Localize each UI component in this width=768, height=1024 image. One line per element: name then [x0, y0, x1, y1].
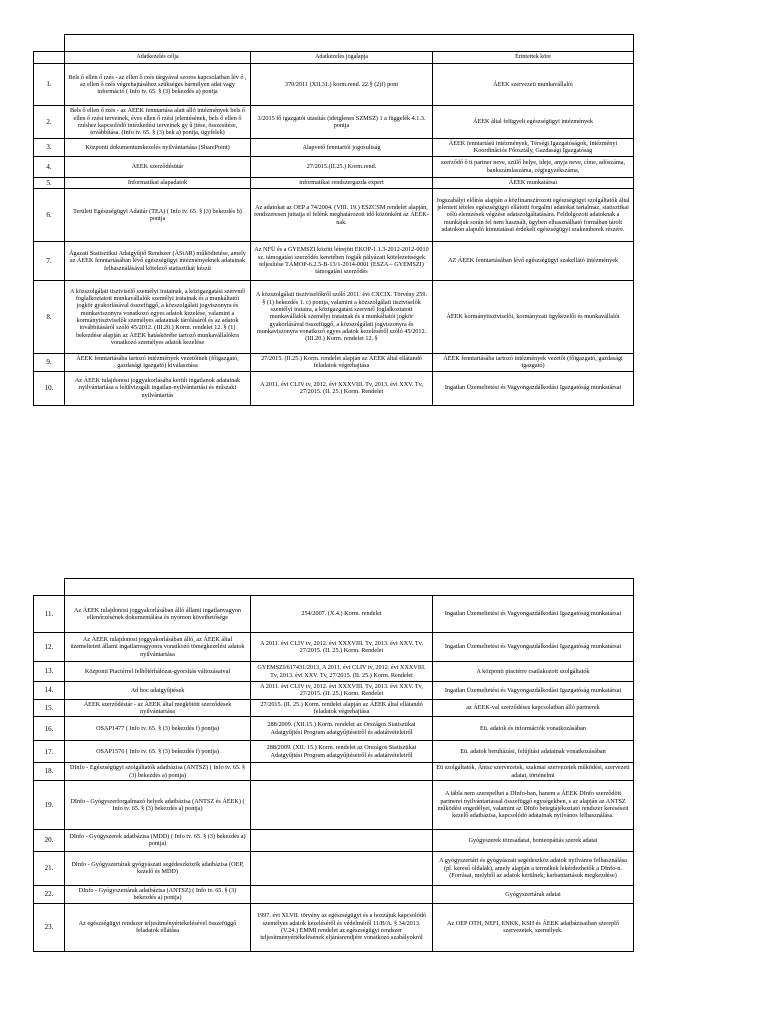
table-row — [34, 780, 634, 829]
data-subjects: Ingatlan Üzemeltetési és Vagyongazdálkodási Igazgatóság munkatársai — [433, 371, 634, 405]
data-subjects: ÁEEK szervezeti munkavállalói — [433, 64, 634, 106]
row-number: 12. — [34, 633, 65, 662]
table-row — [34, 64, 634, 106]
legal-basis: A 2011. évi CLIV tv, 2012. évi XXXVIII. Tv, 2013. évi XXV. Tv, 27/2015. (II. 25.) Korm. Rendelet — [251, 633, 433, 662]
data-subjects: ÁEEK által felügyelt egészségügyi intézmények — [433, 106, 634, 139]
row-number: 20. — [34, 829, 65, 851]
legal-basis: 27/2015.(II.25.) Korm.rend. — [251, 156, 433, 177]
table-row — [34, 885, 634, 903]
data-subjects: A központi piactérre csatlakozott szolgáltatók — [433, 662, 634, 682]
legal-basis: 254/2007. (X.4.) Korm. rendelet — [251, 596, 433, 633]
processing-purpose: Központi Piactérrel felhőtérhálózat-gyorsítás változásaival — [65, 662, 251, 682]
processing-purpose: Bels ő ellen ő rzés - az ellen ő rzés tárgyával szoros kapcsolatban lév ő , az ellen ő rzés végrehajtásához szükséges bármilyen adat vagy információ ( Info tv. 65. § (3) bekezdés a) pontja — [65, 64, 251, 106]
data-subjects: Ingatlan Üzemeltetési és Vagyongazdálkodási Igazgatóság munkatársai — [433, 596, 634, 633]
table-row — [34, 353, 634, 371]
header-basis: Adatkezelés jogalapja — [251, 52, 433, 64]
legal-basis: GYEMSZI/617431/2013, A 2011. évi CLIV tv, 2012. évi XXXVIII. Tv, 2013. évi XXV. Tv, 27/2015. (II. 25.) Korm. Rendelet — [251, 662, 433, 682]
table-row — [34, 139, 634, 157]
processing-purpose: OSAP1477 ( Info tv. 65. § (3) bekezdés f) pontja) — [65, 717, 251, 741]
header-row — [34, 52, 634, 64]
processing-purpose: Központi dokumentumkezelés nyilvántartása (SharePoint) — [65, 139, 251, 157]
processing-purpose: DInfo - Gyógyszerek adatbázisa (MDD) ( Info tv. 65. § (3) bekezdés a) pontja) — [65, 829, 251, 851]
table-row — [34, 633, 634, 662]
table-row — [34, 241, 634, 280]
row-number: 5. — [34, 177, 65, 188]
legal-basis: Az NFÜ és a GYEMSZI között létrejött EKOP-1.1.3-2012-2012-0010 sz. támogatási szerződés keretében fogják pályázati kötelezettségek teljesítése TÁMOP-6.2.5-B-13/1-2014-0001 (ESZA – GYEMSZI) támogatási szerződés — [251, 241, 433, 280]
row-number: 7. — [34, 241, 65, 280]
legal-basis: A 2011. évi CLIV tv, 2012. évi XXXVIII. Tv, 2013. évi XXV. Tv, 27/2015. (II. 25.) Korm. Rendelet — [251, 682, 433, 700]
row-number: 4. — [34, 156, 65, 177]
legal-basis: 3/2015 fő igazgatói utasítás (ideiglenes SZMSZ) 1 a függelék 4.1.3. pontja — [251, 106, 433, 139]
data-subjects: ÁEEK fenntartású intézmények, Térségi Igazgatóságok, Intézményi Koordinációs Főosztály, Gazdasági Igazgatóság — [433, 139, 634, 157]
row-number: 3. — [34, 139, 65, 157]
row-number: 23. — [34, 903, 65, 951]
row-number: 18. — [34, 763, 65, 781]
legal-basis: Az adatokat az OEP a 74/2004. (VIII. 19.) ESZCSM rendelet alapján, rendszeresen juttatja el felénk meghatározott idő közönként az ÁEEK-nak. — [251, 188, 433, 241]
legal-basis — [251, 829, 433, 851]
legal-basis: 288/2009. (XII. 15.) Korm. rendelet az Országos Statisztikai Adatgyűjtési Program adatgyűjtéseiről és adatátvételeiről — [251, 741, 433, 763]
header-subjects: Érintettek köre — [433, 52, 634, 64]
row-number: 14. — [34, 682, 65, 700]
processing-purpose: Informatikai alapadatok — [65, 177, 251, 188]
processing-purpose: DInfo - Gyógyszerforgalmazó helyek adatbázisa (ANTSZ és ÁEEK) ( Info tv. 65. § (3) bekezdés a) pontja) — [65, 780, 251, 829]
data-subjects: A tábla nem szerepelhet a DInfo-ban, hanem a ÁEEK DInfo szerződött partnerei nyilvántartással összefüggő egységekben, s az alapján az ANTSZ működési engedélyei, valamint az DInfo betegtájékoztató rendszer kereséseit kezelő adatbázisa, kapcsolódó adatainak nyilvános felhasználása. — [433, 780, 634, 829]
table-row — [34, 851, 634, 885]
row-number: 9. — [34, 353, 65, 371]
legal-basis: Alapvető fenntartói jogosultság — [251, 139, 433, 157]
legal-basis: informatikai rendszergazda expert — [251, 177, 433, 188]
table-row — [34, 280, 634, 353]
legal-basis: A 2011. évi CLIV tv, 2012. évi XXXVIII. Tv, 2013. évi XXV. Tv, 27/2015. (II. 25.) Korm. Rendelet — [251, 371, 433, 405]
data-subjects: ÁEEK munkatársai — [433, 177, 634, 188]
row-number: 16. — [34, 717, 65, 741]
row-number: 22. — [34, 885, 65, 903]
table-row — [34, 662, 634, 682]
table-row — [34, 829, 634, 851]
processing-purpose: DInfo - Gyógyszertárak gyógyászati segédeszközök adatbázisa (OEP, kezelő és MDD) — [65, 851, 251, 885]
row-number: 11. — [34, 596, 65, 633]
legal-basis — [251, 885, 433, 903]
processing-purpose: Ad hoc adatgyűjtések — [65, 682, 251, 700]
title-cell — [65, 579, 634, 596]
data-subjects: AZ ÁEEK fenntartásában lévő egészségügyi szakellátó intézmények — [433, 241, 634, 280]
data-subjects: Gyógyszerek törzsadatai, homeopátiás szerek adatai — [433, 829, 634, 851]
legal-basis — [251, 763, 433, 781]
data-subjects: Jogszabályi előírás alapján a közfinanszírozott egészségügyi szolgáltatók által jelentett tételes egészségügyi ellátotti forgalmi adatokat tartalmaz, statisztikai célú elemzések végzése adatszolgáltatására. Feldolgozott adatoknak a munkájuk során fel nem használt, ügyben elhasználható formában tárolt adatokon alapuló kimutatásai érdekelt egészségügyi szakemberek részére. — [433, 188, 634, 241]
processing-purpose: Az ÁEEK tulajdonosi joggyakorlásába került ingatlanok adatainak nyilvántartása a felülvizsgált ingatlan-nyilvántartási és műszaki nyilvántartás — [65, 371, 251, 405]
legal-basis: 27/2015. (II. 25.) Korm. rendelet alapján az ÁEEK által ellátandó feladatok végrehajtása — [251, 699, 433, 717]
header-purpose: Adatkezelés célja — [65, 52, 251, 64]
processing-purpose: ÁEEK fenntartásába tartozó intézmények vezetőinek (főigazgató, gazdasági igazgató) kiválasztása — [65, 353, 251, 371]
processing-purpose: OSAP1576 ( Info tv. 65. § (3) bekezdés f) pontja) — [65, 741, 251, 763]
corner-cell — [34, 35, 65, 52]
table-row — [34, 903, 634, 951]
processing-purpose: Területi Egészségügyi Adattár (TEA) ( Info tv. 65. § (3) bekezdés b) pontja — [65, 188, 251, 241]
data-subjects: Ingatlan Üzemeltetési és Vagyongazdálkodási Igazgatóság munkatársai — [433, 682, 634, 700]
legal-basis: A közszolgálati tisztviselőkről szóló 2011. évi CXCIX. Törvény 259. § (1) bekezdés 1. c) pontja, valamint a közszolgálati tisztviselők személyi irataira, a közigazgatási szervnél foglalkoztatott munkavállalók személyi iratainak és a munkáltatói jogkör gyakorlásával összefüggő, a közszolgálati jogviszonyra és munkaviszonyra vonatkozó egyes adatok kezeléséről szóló 45/2012. (III.20.) Korm. rendelet 12. § — [251, 280, 433, 353]
processing-purpose: DInfo - Gyógyszertárak adatbázisa (ANTSZ) ( Info tv. 65. § (3) bekezdés a) pontja) — [65, 885, 251, 903]
table-row — [34, 177, 634, 188]
table-row — [34, 371, 634, 405]
data-subjects: az ÁEEK-val szerződéses kapcsolatban álló partnerek — [433, 699, 634, 717]
row-number: 6. — [34, 188, 65, 241]
table-row — [34, 156, 634, 177]
processing-purpose: Bels ő ellen ő rzés - az ÁEEK fenntartása alatt álló intézmények bels ő ellen ő rzési terveinek, éves ellen ő rzési jelentésének, bels ő ellen ő rzéshez kapcsolódó intézkedési terveinek gy ű jtése, összesítése, továbbítása. (Info tv. 65. § (3) bek a) pontja, ügyfelek) — [65, 106, 251, 139]
legal-basis: 1997. évi XLVII. törvény az egészségügyi és a hozzájuk kapcsolódó személyes adatok kezeléséről és védelméről 11/B/A. § 34/2013. (V.24.) EMMI rendelet az egészségügyi rendszer teljesítményértékelésének eljárásrendjére vonatkozó szabályokról — [251, 903, 433, 951]
row-number: 15. — [34, 699, 65, 717]
data-subjects: Eü. adatok és információk vonatkozásában — [433, 717, 634, 741]
data-processing-table-1 — [33, 34, 634, 406]
processing-purpose: A közszolgálati tisztviselő személyi iratainak, a közigazgatási szervnél foglalkoztatott munkavállalók személyi iratainak és a munkáltatói jogkör gyakorlásával összefüggő, a közszolgálati jogviszonyra és munkaviszonyra vonatkozó egyes adatok kezelése, valamint a kormánytisztviselők személyes adatainak tárolásáról és az adatok továbbításáról szóló 45/2012. (III.20.) Korm. rendelet 12. § (1) bekezdése alapján az ÁEEK hatáskörébe tartozó munkavállalókra vonatkozó személyes adatok kezelése — [65, 280, 251, 353]
data-subjects: ÁEEK fenntartásába tartozó intézmények vezetői (főigazgató, gazdasági igazgató) — [433, 353, 634, 371]
row-number: 17. — [34, 741, 65, 763]
row-number: 21. — [34, 851, 65, 885]
table-row — [34, 763, 634, 781]
processing-purpose: ÁEEK szerződésütár — [65, 156, 251, 177]
corner-cell — [34, 579, 65, 596]
data-processing-table-2 — [33, 578, 634, 952]
processing-purpose: Az egészségügyi rendszer teljesítményértékelésével összefüggő feladatok ellátása — [65, 903, 251, 951]
table-row — [34, 106, 634, 139]
legal-basis: 288/2009. (XII.15.) Korm. rendelet az Országos Statisztikai Adatgyűjtési Program adatgyűjtéseiről és adatátvételeiről — [251, 717, 433, 741]
title-cell — [65, 35, 634, 52]
row-number: 19. — [34, 780, 65, 829]
table-row — [34, 188, 634, 241]
row-number: 13. — [34, 662, 65, 682]
processing-purpose: Az ÁEEK tulajdonosi joggyakorlásában álló állami ingatlanvagyon ellenőrzésének dokumentálása és nyomon követhetősége — [65, 596, 251, 633]
legal-basis — [251, 851, 433, 885]
data-subjects: Eü. adatok beruházási, felújítási adatainak vonatkozásában — [433, 741, 634, 763]
row-number: 10. — [34, 371, 65, 405]
legal-basis: 370/2011 (XII.31.) korm.rend. 22.§ (2)f) pont — [251, 64, 433, 106]
processing-purpose: Ágazati Statisztikai Adatgyűjtő Rendszer (ÁStAR) működtetése, amely az ÁEEK fenntartásában lévő egészségügyi intézményeknek adatainak felhasználásával kötelező statisztikát készít — [65, 241, 251, 280]
data-subjects: A gyógyszertári és gyógyászati segédeszköz adatok nyilvános felhasználása (pl. kereső oldalak), amely alapján a termékek lekérdezhetők a DInfo-n. (Forrásai, melyből az adatok kerülnek; karbantartásuk megkezdése) — [433, 851, 634, 885]
row-number: 2. — [34, 106, 65, 139]
data-subjects: Gyógyszertárak adatai — [433, 885, 634, 903]
table-row — [34, 682, 634, 700]
row-number: 8. — [34, 280, 65, 353]
table-row — [34, 596, 634, 633]
data-subjects: Az OEP OTH, NEFI, ENKK, KSH és ÁEEK adatbázisaiban szereplő szervezetek, személyek. — [433, 903, 634, 951]
data-subjects: Eü szolgáltatók, Ántsz szervezetek, szakmai szervezetek működési, szervezeti adatai, történelmi — [433, 763, 634, 781]
processing-purpose: DInfo - Egészségügyi szolgáltatók adatbázisa (ANTSZ) ( Info tv. 65. § (3) bekezdés a) pontja) — [65, 763, 251, 781]
data-subjects: szerződő ő tt partner neve, szülő helye, ideje, anyja neve, címe, adószáma, bankszámlaszáma, cégjegyzékszáma, — [433, 156, 634, 177]
table-row — [34, 699, 634, 717]
row-number: 1. — [34, 64, 65, 106]
header-num — [34, 52, 65, 64]
data-subjects: ÁEEK kormánytisztviselői, kormányzati ügykezelői és munkavállalói — [433, 280, 634, 353]
table-row — [34, 741, 634, 763]
processing-purpose: Az ÁEEK tulajdonosi joggyakorlásában álló, az ÁEEK által üzemeltetett állami ingatlanvagyonra vonatkozó tömegkezelési adatok nyilvántartása — [65, 633, 251, 662]
data-subjects: Ingatlan Üzemeltetési és Vagyongazdálkodási Igazgatóság munkatársai — [433, 633, 634, 662]
legal-basis: 27/2015. (II.25.) Korm. rendelet alapján az ÁEEK által ellátandó feladatok végrehajtása — [251, 353, 433, 371]
legal-basis — [251, 780, 433, 829]
table-row — [34, 717, 634, 741]
processing-purpose: ÁEEK szerződéstár - az ÁEEK által megkötött szerződések nyilvántartása — [65, 699, 251, 717]
